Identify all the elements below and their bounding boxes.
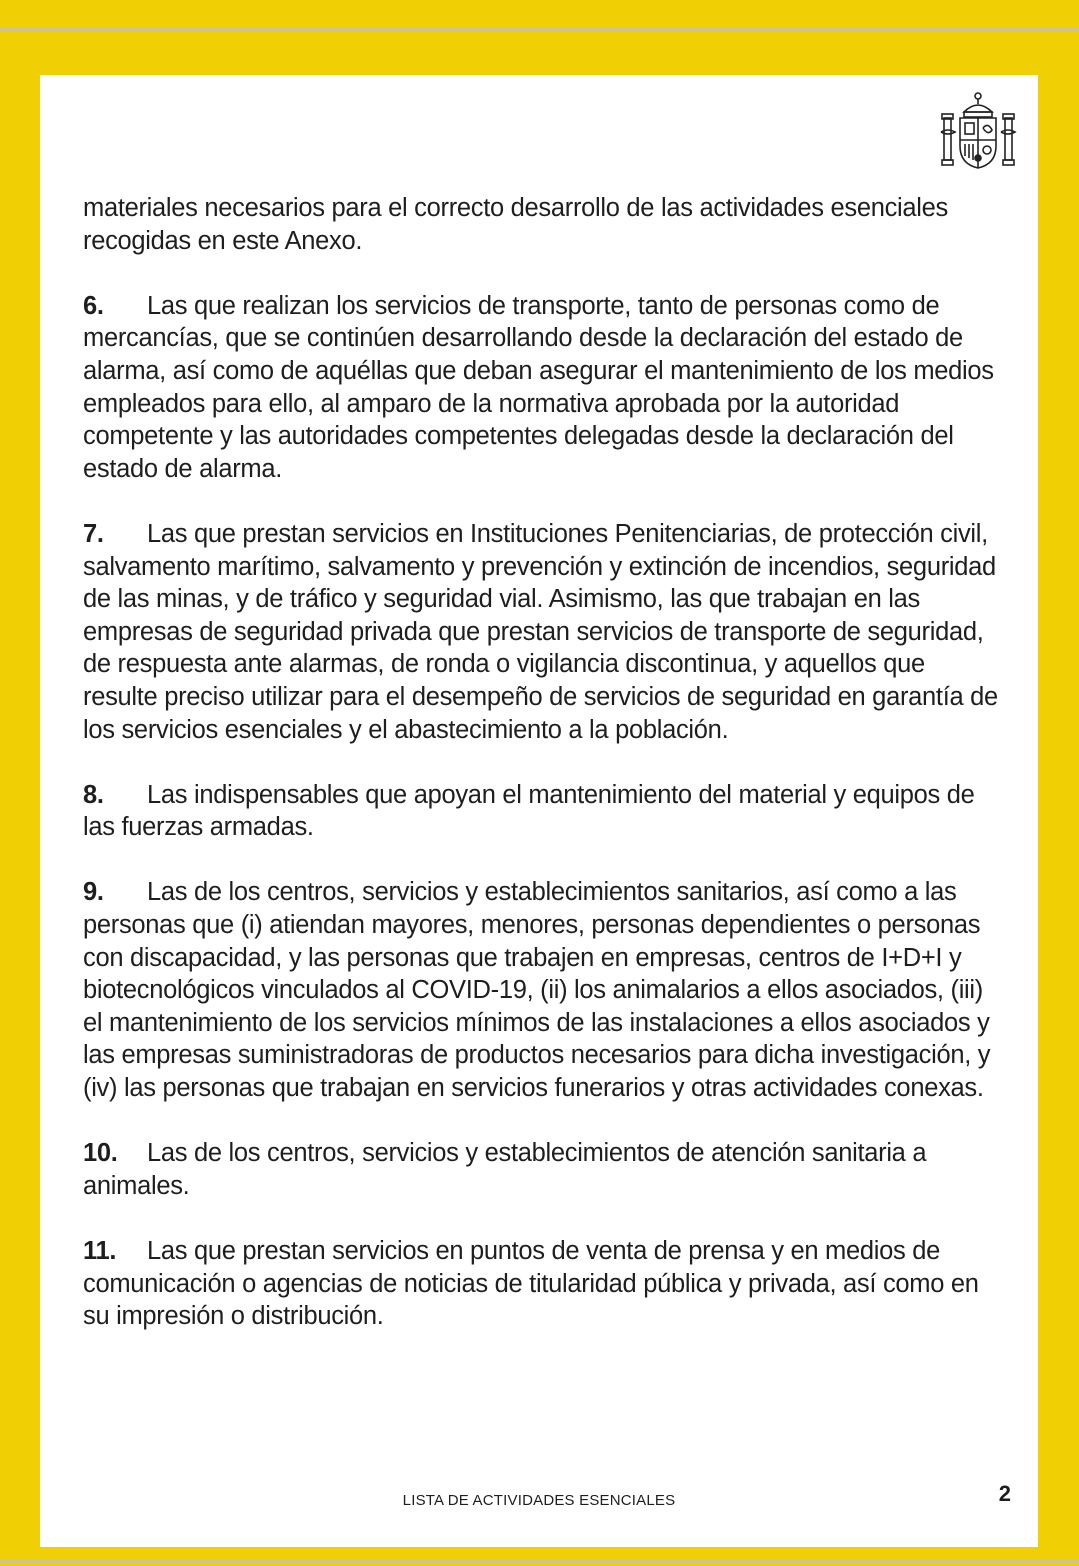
item-text: Las de los centros, servicios y establecimientos sanitarios, así como a las personas que (i) atiendan mayores, menores, personas dependientes o personas con discapacidad, y las personas que trabajen en empresas, centros de I+D+I y biotecnológicos vinculados al COVID-19, (ii) los animalarios a ellos asociados, (iii) el mantenimiento de los servicios mínimos de las instalaciones a ellos asociados y las empresas suministradoras de productos necesarios para dicha investigación, y (iv) las personas que trabajan en servicios funerarios y otras actividades conexas. — [83, 878, 991, 1103]
page-number: 2 — [998, 1481, 1011, 1506]
list-item-6 — [83, 290, 999, 486]
item-text: Las que prestan servicios en Instituciones Penitenciarias, de protección civil, salvamento marítimo, salvamento y prevención y extinción de incendios, seguridad de las minas, y de tráfico y seguridad vial. Asimismo, las que trabajan en las empresas de seguridad privada que prestan servicios de transporte de seguridad, de respuesta ante alarmas, de ronda o vigilancia discontinua, y aquellos que resulte preciso utilizar para el desempeño de servicios de seguridad en garantía de los servicios esenciales y el abastecimiento a la población. — [83, 519, 998, 744]
item-text: Las indispensables que apoyan el mantenimiento del material y equipos de las fuerzas armadas. — [83, 780, 975, 842]
item-text: Las que prestan servicios en puntos de venta de prensa y en medios de comunicación o agencias de noticias de titularidad pública y privada, así como en su impresión o distribución. — [83, 1237, 979, 1331]
item-number: 9. — [83, 878, 104, 907]
bottom-border-line — [0, 1559, 1079, 1564]
item-number: 6. — [83, 291, 104, 320]
top-border-line — [0, 27, 1079, 32]
paragraph-text: materiales necesarios para el correcto desarrollo de las actividades esenciales recogidas en este Anexo. — [83, 194, 949, 255]
document-page — [40, 75, 1038, 1547]
coat-of-arms-icon — [938, 90, 1018, 172]
body-text — [83, 192, 999, 1333]
footer-label: LISTA DE ACTIVIDADES ESENCIALES — [402, 1492, 676, 1509]
list-item-11 — [83, 1235, 999, 1333]
item-number: 7. — [83, 519, 104, 548]
list-item-7 — [83, 518, 999, 746]
paragraph-continuation — [83, 192, 999, 257]
list-item-9 — [83, 876, 999, 1104]
item-number: 11. — [83, 1237, 117, 1265]
item-number: 10. — [83, 1139, 118, 1168]
list-item-10 — [83, 1137, 999, 1202]
item-number: 8. — [83, 780, 104, 809]
item-text: Las que realizan los servicios de transporte, tanto de personas como de mercancías, que se continúen desarrollando desde la declaración del estado de alarma, así como de aquéllas que deban asegurar el mantenimiento de los medios empleados para ello, al amparo de la normativa aprobada por la autoridad competente y las autoridades competentes delegadas desde la declaración del estado de alarma. — [83, 291, 994, 483]
list-item-8 — [83, 779, 999, 844]
item-text: Las de los centros, servicios y establecimientos de atención sanitaria a animales. — [83, 1139, 927, 1200]
